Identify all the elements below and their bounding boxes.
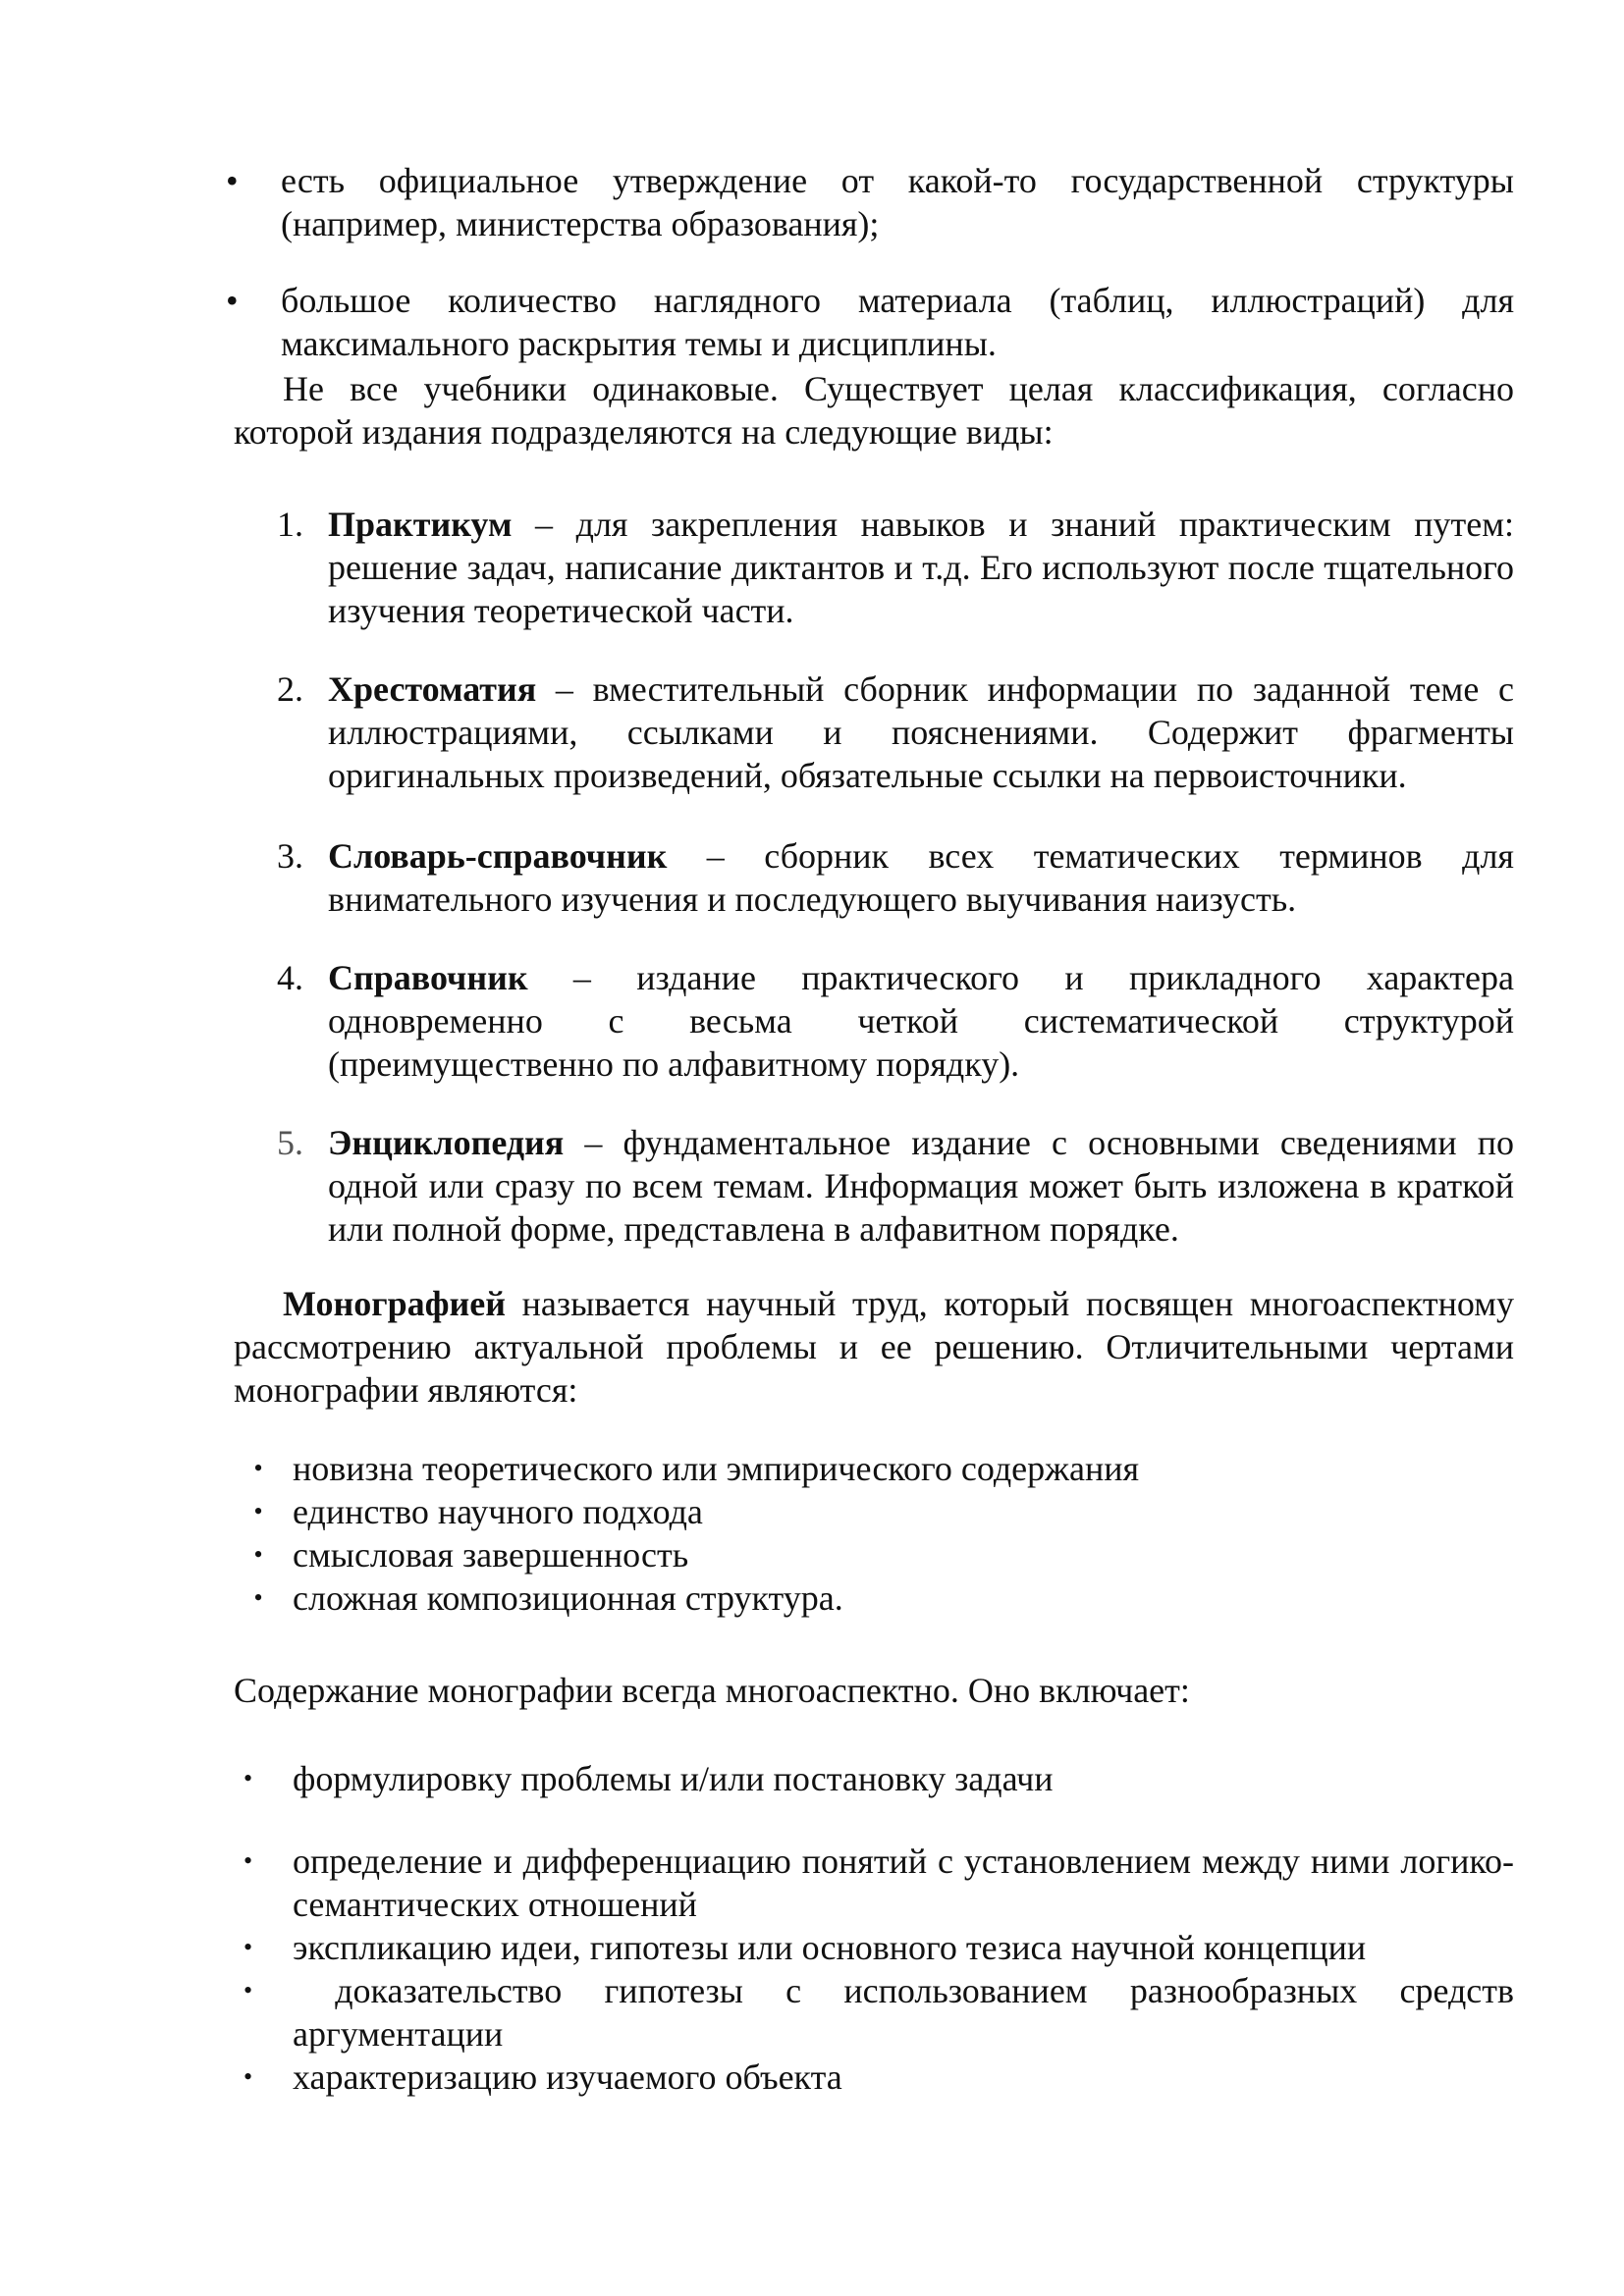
- item-number: 2.: [277, 669, 303, 709]
- numbered-item: [277, 503, 1514, 632]
- list-item: [244, 1969, 1523, 2056]
- list-item-text: сложная композиционная структура.: [293, 1578, 843, 1618]
- bullet-icon: •: [244, 1933, 253, 1961]
- bullet-icon: •: [244, 2062, 253, 2091]
- bullet-icon: •: [226, 161, 239, 200]
- bullet-icon: •: [253, 1540, 263, 1569]
- item-text: – сборник всех тематических терминов для внимательного изучения и последующего выучивания наизусть.: [328, 836, 1514, 919]
- item-text: – вместительный сборник информации по заданной теме с иллюстрациями, ссылками и пояснениями. Содержит фрагменты оригинальных произведений, обязательные ссылки на первоисточники.: [328, 669, 1514, 795]
- list-item: [244, 1757, 1514, 1800]
- bullet-icon: •: [253, 1497, 263, 1525]
- bullet-icon: •: [226, 281, 239, 320]
- list-item: [253, 1533, 1514, 1576]
- list-item-text: большое количество наглядного материала (таблиц, иллюстраций) для максимального раскрытия темы и дисциплины.: [281, 281, 1514, 363]
- numbered-item: [277, 1121, 1514, 1251]
- item-term: Справочник: [328, 958, 528, 997]
- list-item-text: определение и дифференциацию понятий с установлением между ними логико-семантических отношений: [293, 1842, 1514, 1924]
- content-paragraph: Содержание монографии всегда многоаспектно. Оно включает:: [234, 1671, 1190, 1710]
- monograph-term: Монографией: [283, 1284, 506, 1323]
- list-item: [244, 1926, 1514, 1969]
- item-number: 3.: [277, 836, 303, 876]
- list-item: [253, 1447, 1514, 1490]
- item-term: Хрестоматия: [328, 669, 537, 709]
- item-term: Словарь-справочник: [328, 836, 668, 876]
- list-item-text: доказательство гипотезы с использованием разнообразных средств аргументации: [293, 1971, 1523, 2054]
- list-item: [244, 2056, 1514, 2099]
- item-term: Практикум: [328, 505, 513, 544]
- bullet-icon: •: [253, 1454, 263, 1482]
- bullet-icon: •: [244, 1976, 253, 2004]
- list-item: [226, 279, 1514, 365]
- bullet-icon: •: [244, 1764, 253, 1792]
- list-item-text: новизна теоретического или эмпирического содержания: [293, 1449, 1140, 1488]
- list-item: [253, 1490, 1514, 1533]
- item-number: 1.: [277, 505, 303, 544]
- numbered-item: [277, 834, 1514, 921]
- list-item-text: единство научного подхода: [293, 1492, 703, 1531]
- item-term: Энциклопедия: [328, 1123, 565, 1162]
- list-item: [226, 159, 1514, 245]
- list-item: [253, 1576, 1514, 1620]
- list-item: [244, 1840, 1514, 1926]
- numbered-item: [277, 956, 1514, 1086]
- list-item-text: есть официальное утверждение от какой-то государственной структуры (например, министерства образования);: [281, 161, 1514, 243]
- item-number: 4.: [277, 958, 303, 997]
- list-item-text: экспликацию идеи, гипотезы или основного тезиса научной концепции: [293, 1928, 1367, 1967]
- item-number: 5.: [277, 1123, 303, 1162]
- list-item-text: формулировку проблемы и/или постановку задачи: [293, 1759, 1054, 1798]
- intro-paragraph: Не все учебники одинаковые. Существует целая классификация, согласно которой издания подразделяются на следующие виды:: [234, 369, 1514, 452]
- monograph-paragraph: [234, 1282, 1514, 1412]
- monograph-text: называется научный труд, который посвящен многоаспектному рассмотрению актуальной проблемы и ее решению. Отличительными чертами монографии являются:: [234, 1284, 1514, 1410]
- item-text: – издание практического и прикладного характера одновременно с весьма четкой систематической структурой (преимущественно по алфавитному порядку).: [328, 958, 1514, 1084]
- bullet-icon: •: [244, 1846, 253, 1875]
- numbered-item: [277, 667, 1514, 797]
- list-item-text: характеризацию изучаемого объекта: [293, 2057, 842, 2097]
- bullet-icon: •: [253, 1583, 263, 1612]
- item-text: – фундаментальное издание с основными сведениями по одной или сразу по всем темам. Информация может быть изложена в краткой или полной форме, представлена в алфавитном порядке.: [328, 1123, 1514, 1249]
- list-item-text: смысловая завершенность: [293, 1535, 689, 1575]
- item-text: – для закрепления навыков и знаний практическим путем: решение задач, написание диктантов и т.д. Его используют после тщательного изучения теоретической части.: [328, 505, 1514, 630]
